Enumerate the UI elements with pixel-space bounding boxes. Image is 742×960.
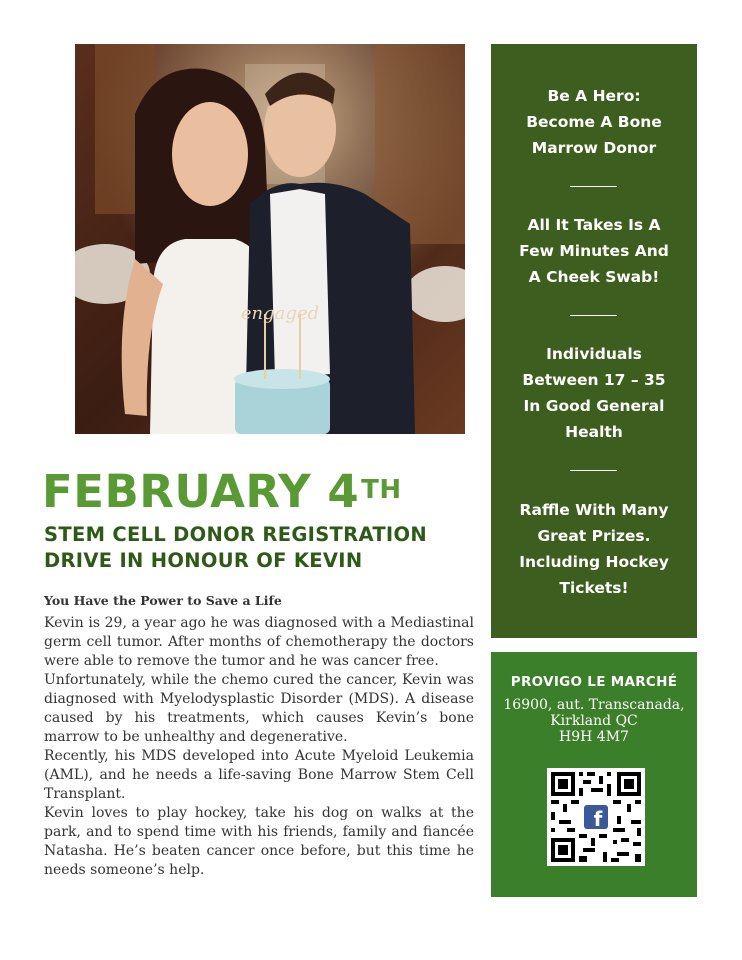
- story-paragraph: Kevin is 29, a year ago he was diagnosed with a Mediastinal germ cell tumor. After months of chemotherapy the doctors were able to remove the tumor and he was cancer free.: [44, 615, 474, 669]
- story-paragraph: Unfortunately, while the chemo cured the cancer, Kevin was diagnosed with Myelodysplastic Disorder (MDS). A disease caused by his treatments, which causes Kevin’s bone marrow to be unhealthy and degenerative.: [44, 672, 474, 745]
- divider: [570, 315, 617, 316]
- info-sidebar: [491, 44, 697, 638]
- store-address: 16900, aut. Transcanada, Kirkland QC H9H 4M7: [503, 697, 685, 745]
- hero-callout: Be A Hero: Become A Bone Marrow Donor: [526, 87, 662, 157]
- story-paragraph: Kevin loves to play hockey, take his dog on walks at the park, and to spend time with his friends, family and fiancée Natasha. He’s beaten cancer once before, but this time he needs someone’s help.: [44, 805, 474, 878]
- couple-photo-illustration: [75, 44, 465, 434]
- svg-text:f: f: [593, 807, 603, 831]
- couple-photo: [75, 44, 465, 434]
- intro-heading: You Have the Power to Save a Life: [44, 593, 282, 608]
- raffle-callout: Raffle With Many Great Prizes. Including Hockey Tickets!: [519, 501, 669, 597]
- qr-code-pattern: [547, 768, 645, 866]
- cheek-swab-callout: All It Takes Is A Few Minutes And A Cheek Swab!: [519, 216, 669, 286]
- event-title: STEM CELL DONOR REGISTRATION DRIVE IN HONOUR OF KEVIN: [44, 523, 427, 572]
- qr-code[interactable]: [547, 768, 645, 866]
- eligibility-callout: Individuals Between 17 – 35 In Good General Health: [522, 345, 666, 441]
- event-date: FEBRUARY 4TH: [42, 465, 402, 518]
- divider: [570, 470, 617, 471]
- story-paragraph: Recently, his MDS developed into Acute Myeloid Leukemia (AML), and he needs a life-saving Bone Marrow Stem Cell Transplant.: [44, 748, 474, 802]
- divider: [570, 186, 617, 187]
- cake-topper-text: engaged: [240, 303, 320, 324]
- store-name: PROVIGO LE MARCHÉ: [510, 674, 678, 690]
- location-box: [491, 652, 697, 897]
- kevin-story: [44, 614, 474, 880]
